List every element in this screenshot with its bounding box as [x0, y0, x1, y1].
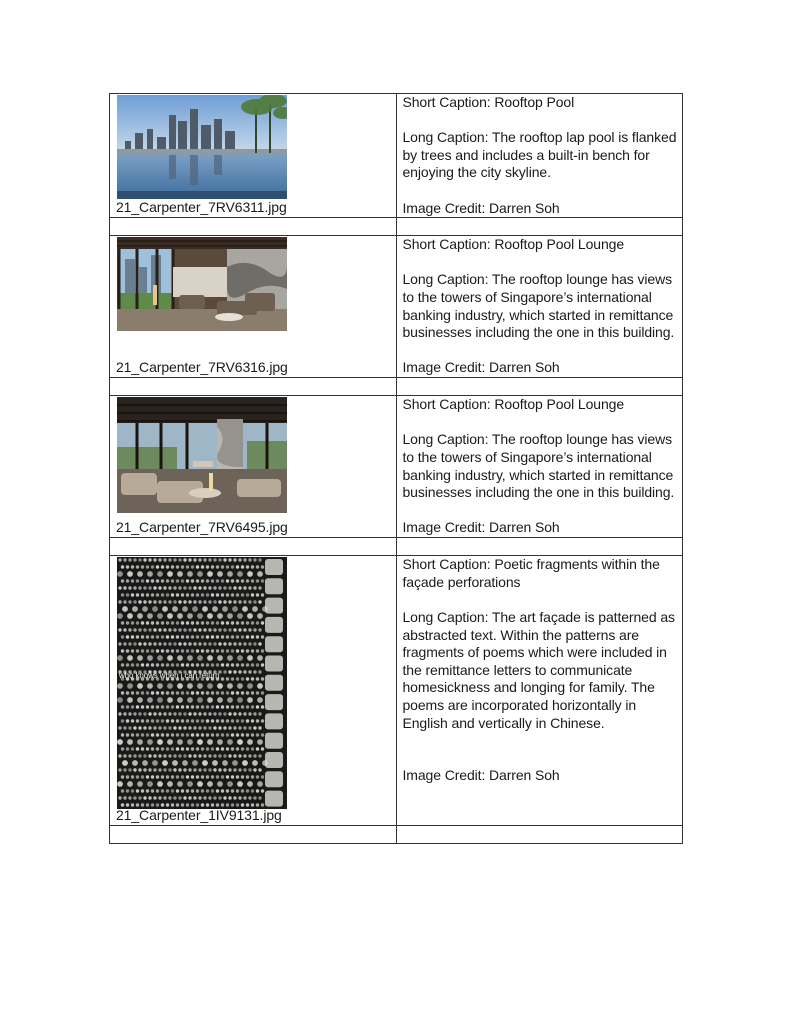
image-cell	[110, 236, 397, 378]
image-cell	[110, 94, 397, 218]
table-row	[110, 556, 683, 826]
photo-rooftop-lounge	[117, 237, 287, 331]
image-filename: 21_Carpenter_1IV9131.jpg	[116, 806, 282, 823]
spacer-row	[110, 378, 683, 396]
long-caption: Long Caption: The rooftop lounge has views to the towers of Singapore’s international banking industry, which started in remittance businesses including the one in this building.	[402, 271, 675, 341]
spacer-row	[110, 826, 683, 844]
table-row	[110, 396, 683, 538]
short-caption: Short Caption: Rooftop Pool Lounge	[402, 236, 625, 253]
image-filename: 21_Carpenter_7RV6495.jpg	[116, 518, 288, 535]
image-cell	[110, 556, 397, 826]
photo-facade-perforations	[117, 557, 287, 809]
short-caption: Short Caption: Poetic fragments within the façade perforations	[402, 556, 660, 590]
image-credit: Image Credit: Darren Soh	[402, 767, 560, 784]
spacer-row	[110, 218, 683, 236]
short-caption: Short Caption: Rooftop Pool	[402, 94, 575, 110]
image-filename: 21_Carpenter_7RV6311.jpg	[116, 198, 287, 215]
image-credit: Image Credit: Darren Soh	[402, 519, 560, 536]
long-caption: Long Caption: The art façade is patterned as abstracted text. Within the patterns are fragments of poems which were included in the remittance letters to communicate homesickness and longing for family. The poems are incorporated horizontally in English and vertically in Chinese.	[402, 608, 675, 731]
caption-table	[109, 93, 683, 844]
photo-rooftop-pool	[117, 95, 287, 199]
long-caption: Long Caption: The rooftop lounge has views to the towers of Singapore’s international banking industry, which started in remittance businesses including the one in this building.	[402, 431, 675, 501]
image-filename: 21_Carpenter_7RV6316.jpg	[116, 358, 288, 375]
photo-overlay-text: who knows when i can return	[119, 671, 220, 681]
caption-cell	[396, 94, 683, 218]
photo-rooftop-lounge-2	[117, 397, 287, 513]
short-caption: Short Caption: Rooftop Pool Lounge	[402, 396, 625, 413]
table-row	[110, 94, 683, 218]
image-credit: Image Credit: Darren Soh	[402, 359, 560, 376]
caption-cell	[396, 236, 683, 378]
spacer-row	[110, 538, 683, 556]
image-credit: Image Credit: Darren Soh	[402, 199, 560, 216]
image-cell	[110, 396, 397, 538]
caption-cell	[396, 556, 683, 826]
caption-cell	[396, 396, 683, 538]
long-caption: Long Caption: The rooftop lap pool is flanked by trees and includes a built-in bench for enjoying the city skyline.	[402, 129, 677, 181]
table-row	[110, 236, 683, 378]
